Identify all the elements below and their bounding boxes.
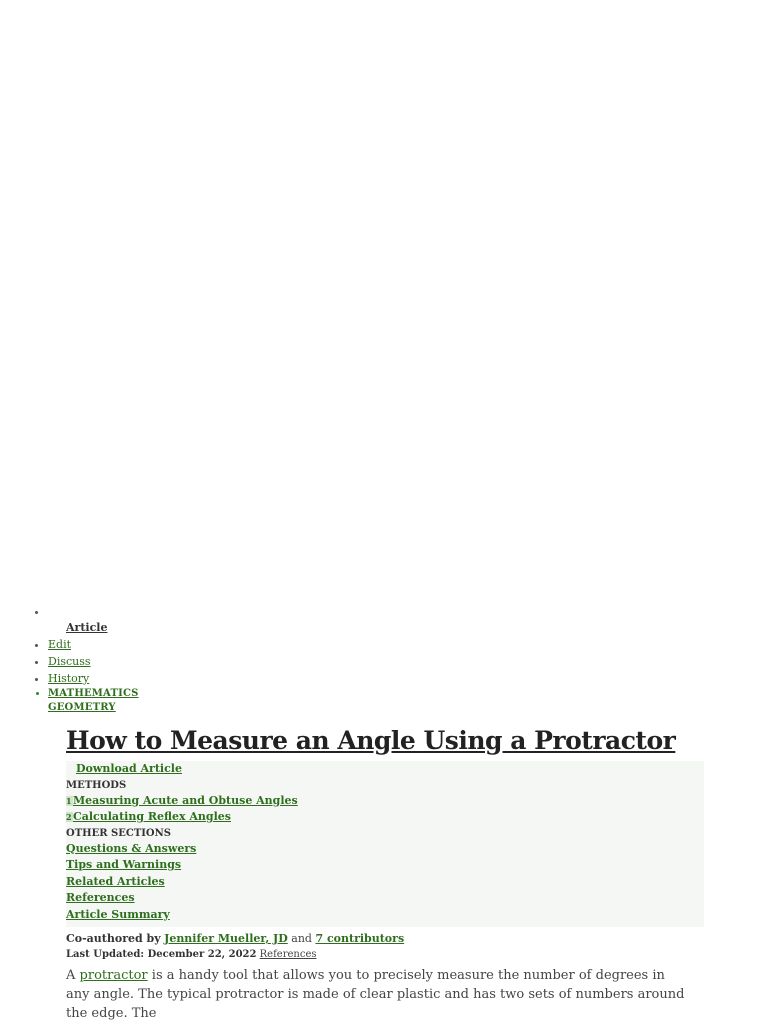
tab-history[interactable]: • History [48,670,768,687]
toc-method-1[interactable]: 1Measuring Acute and Obtuse Angles [66,793,298,807]
author-link[interactable]: Jennifer Mueller, JD [164,932,288,945]
references-link[interactable]: References [259,949,317,960]
download-article-button[interactable]: Download Article [76,762,182,775]
toc-related-articles[interactable]: Related Articles [66,874,165,888]
contributors-link[interactable]: 7 contributors [315,932,405,945]
byline: Co-authored by Jennifer Mueller, JD and 7 contributors [66,932,405,945]
tab-discuss[interactable]: • Discuss [48,653,768,670]
article-tabs [0,603,768,687]
toc-method-2[interactable]: 2Calculating Reflex Angles [66,810,231,823]
tab-bullet [48,603,768,619]
toc-questions-answers[interactable]: Questions & Answers [66,841,197,855]
page-title[interactable]: How to Measure an Angle Using a Protractor [66,726,676,755]
article-content [0,725,704,1023]
methods-header: METHODS [66,779,127,791]
toc-tips-warnings[interactable]: Tips and Warnings [66,858,182,871]
method-number: 2 [66,812,72,822]
tab-article[interactable]: Article [66,621,108,634]
breadcrumb [0,687,768,715]
table-of-contents [66,761,704,927]
intro-paragraph: A protractor is a handy tool that allows you to precisely measure the number of degrees in any angle. The typical protractor is made of clear plastic and has two sets of numbers around the edge. The [66,968,685,1021]
last-updated: Last Updated: December 22, 2022 References [66,949,317,960]
breadcrumb-item[interactable]: • MATHEMATICS [48,687,768,701]
other-sections-header: OTHER SECTIONS [66,827,172,839]
tab-edit[interactable]: • Edit [48,636,768,653]
method-number: 1 [66,795,72,806]
toc-article-summary[interactable]: Article Summary [66,907,170,921]
protractor-link[interactable]: protractor [79,968,148,983]
breadcrumb-item[interactable]: GEOMETRY [48,702,116,713]
toc-references[interactable]: References [66,891,135,904]
